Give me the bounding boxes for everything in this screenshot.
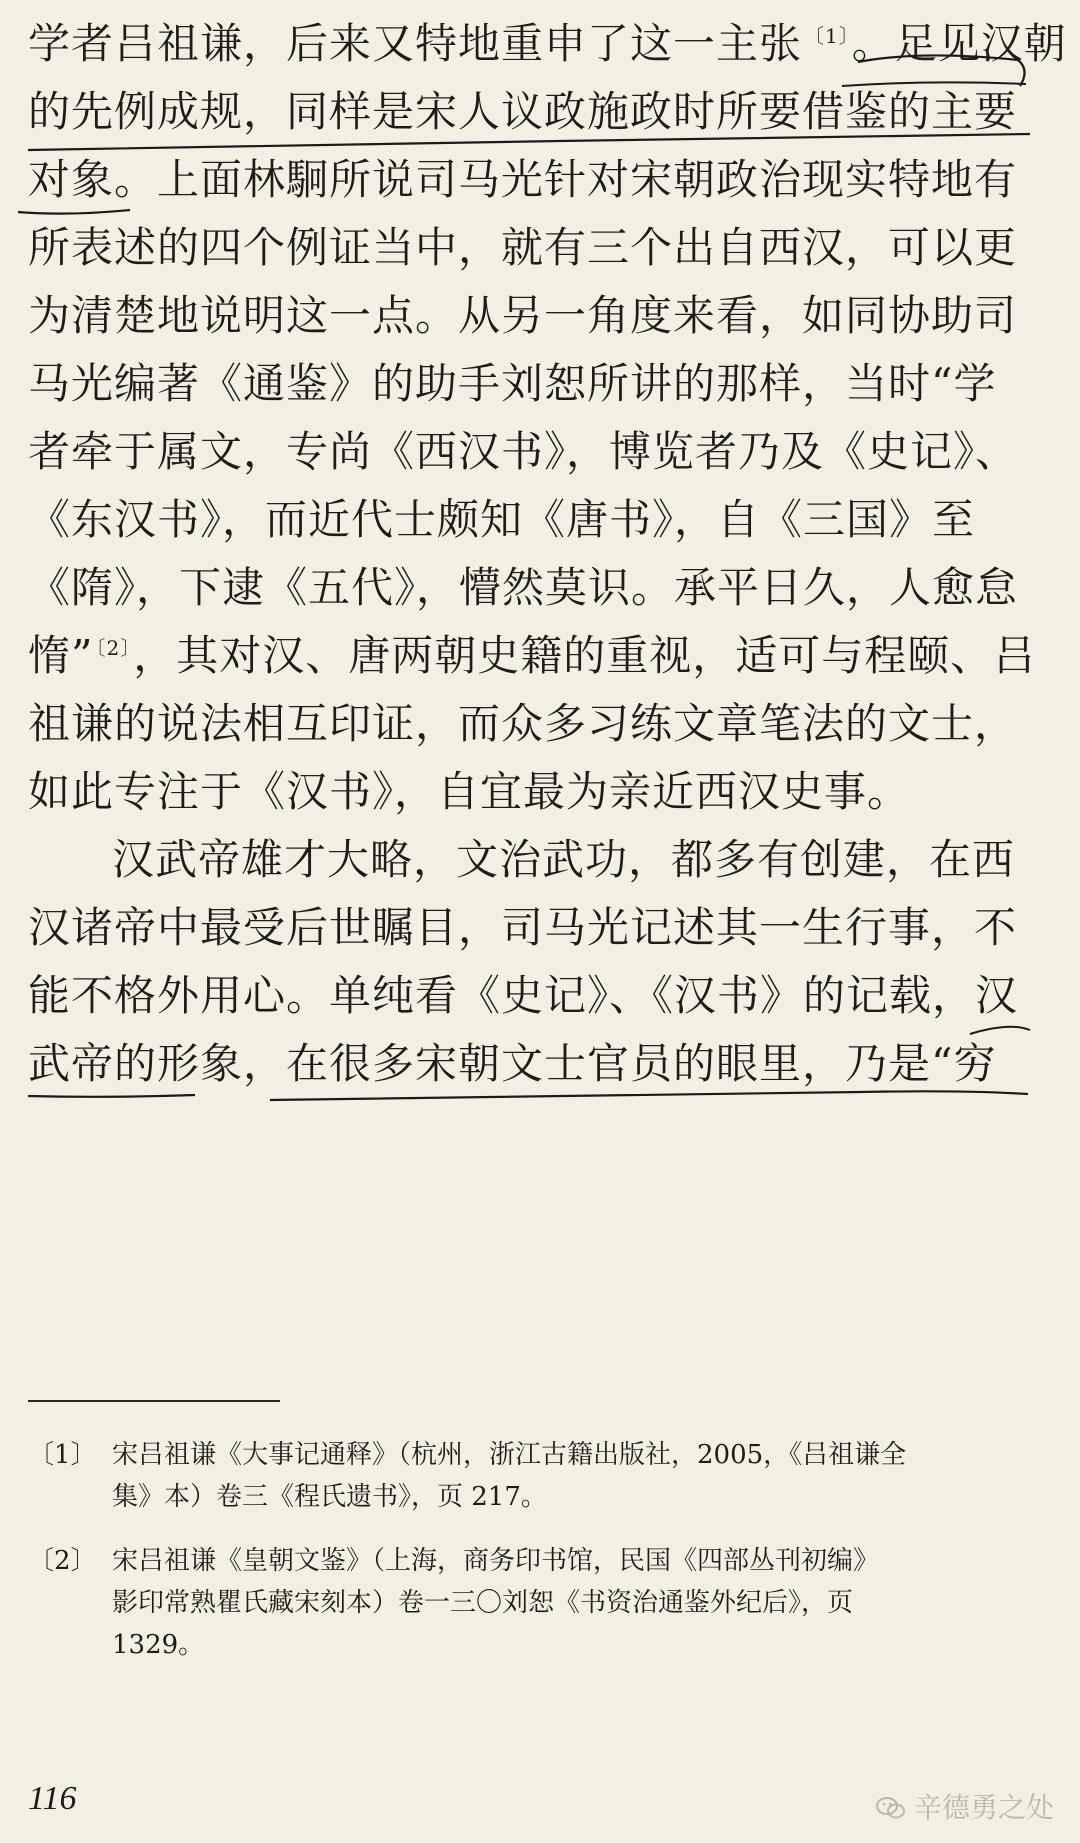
underline-mark	[970, 1027, 1030, 1034]
wechat-icon	[876, 1794, 906, 1818]
body-line: 的先例成规，同样是宋人议政施政时所要借鉴的主要	[28, 87, 1018, 136]
body-line	[28, 14, 1067, 74]
body-line: 为清楚地说明这一点。从另一角度来看，如同协助司	[28, 291, 1018, 340]
body-line: 武帝的形象，在很多宋朝文士官员的眼里，乃是“穷	[28, 1039, 997, 1088]
footnote-text: 宋吕祖谦《皇朝文鉴》（上海，商务印书馆，民国《四部丛刊初编》	[112, 1546, 880, 1576]
body-line: 祖谦的说法相互印证，而众多习练文章笔法的文士，	[28, 699, 1018, 748]
line-text: 学者吕祖谦，后来又特地重申了这一主张	[28, 19, 803, 68]
watermark	[876, 1786, 1054, 1826]
body-line	[28, 626, 1038, 686]
footnote-mark: 〔2〕	[28, 1546, 97, 1576]
footnote-divider	[28, 1400, 280, 1402]
line-text: 。足见汉朝	[851, 19, 1067, 68]
watermark-text: 辛德勇之处	[914, 1791, 1055, 1824]
body-line: 所表述的四个例证当中，就有三个出自西汉，可以更	[28, 223, 1018, 272]
body-line: 马光编著《通鉴》的助手刘恕所讲的那样，当时“学	[28, 359, 997, 408]
footnote-ref: 〔2〕	[95, 636, 132, 660]
footnote-ref: 〔1〕	[804, 24, 850, 48]
body-line: 对象。上面林駉所说司马光针对宋朝政治现实特地有	[28, 155, 1018, 204]
footnote-text: 集》本）卷三《程氏遗书》，页 217。	[112, 1482, 547, 1512]
body-line: 《东汉书》，而近代士颇知《唐书》，自《三国》至	[28, 495, 976, 544]
line-text: ，其对汉、唐两朝史籍的重视，适可与程颐、吕	[133, 631, 1037, 680]
footnote	[28, 1540, 1038, 1666]
body-line: 能不格外用心。单纯看《史记》、《汉书》的记载，汉	[28, 971, 1019, 1020]
body-line: 《隋》，下逮《五代》，懵然莫识。承平日久，人愈怠	[28, 563, 1019, 612]
underline-mark	[18, 210, 130, 214]
body-line: 者牵于属文，专尚《西汉书》，博览者乃及《史记》、	[28, 427, 1019, 476]
page-number: 116	[28, 1780, 77, 1817]
footnote-text: 1329。	[112, 1630, 205, 1660]
line-text: 惰”	[28, 631, 94, 680]
paragraph-start-line: 汉武帝雄才大略，文治武功，都多有创建，在西	[112, 835, 1016, 884]
body-line: 如此专注于《汉书》，自宜最为亲近西汉史事。	[28, 767, 911, 816]
underline-mark	[28, 1095, 195, 1097]
footnote-text: 影印常熟瞿氏藏宋刻本）卷一三〇刘恕《书资治通鉴外纪后》，页	[112, 1588, 854, 1618]
footnote-mark: 〔1〕	[28, 1440, 97, 1470]
footnote	[28, 1434, 1038, 1518]
body-line: 汉诸帝中最受后世瞩目，司马光记述其一生行事，不	[28, 903, 1018, 952]
footnote-text: 宋吕祖谦《大事记通释》（杭州，浙江古籍出版社，2005，《吕祖谦全	[112, 1440, 907, 1470]
